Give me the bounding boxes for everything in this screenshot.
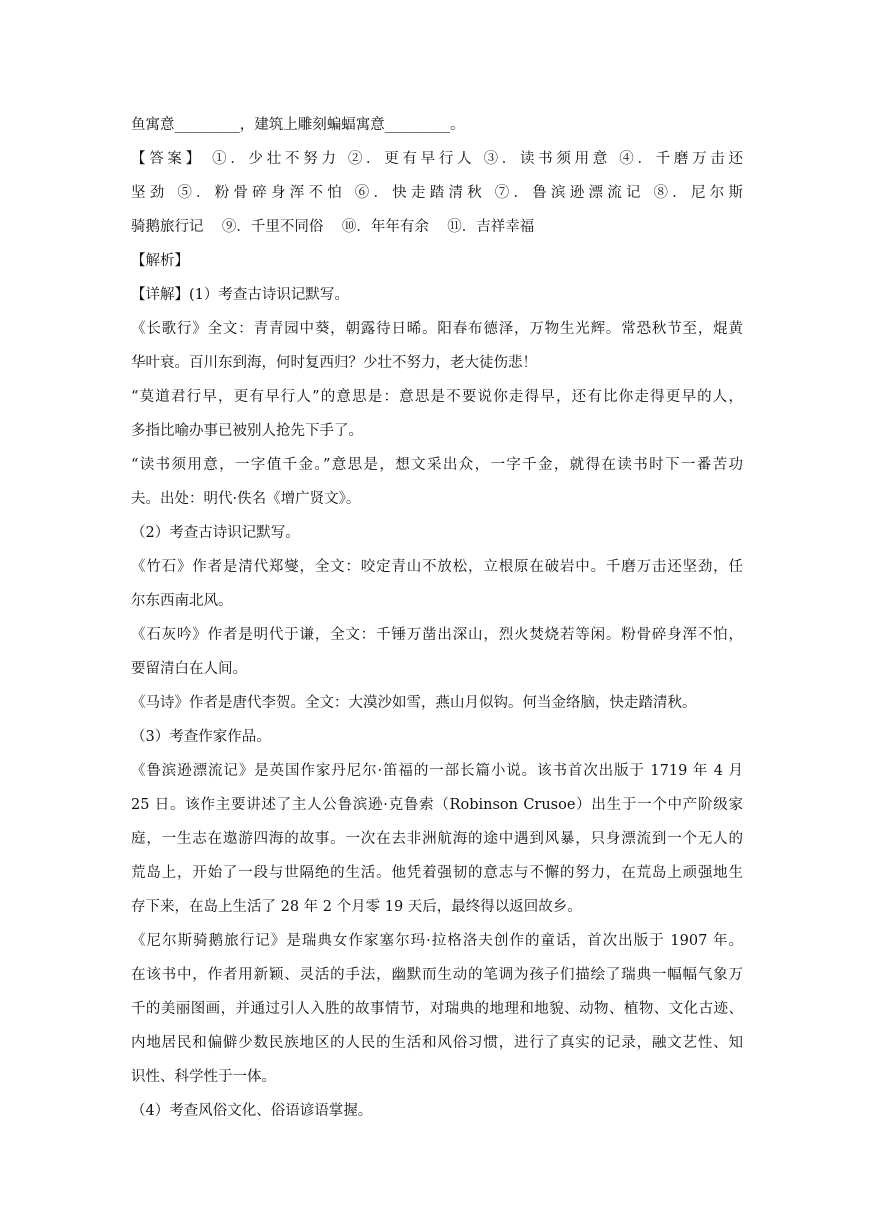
section-heading: （4）考查风俗文化、俗语谚语掌握。 [131, 1103, 373, 1119]
text-line: 尔东西南北风。 [131, 593, 233, 609]
analysis-heading: 【解析】 [131, 253, 189, 269]
text-line: 荒岛上，开始了一段与世隔绝的生活。他凭着强韧的意志与不懈的努力，在荒岛上顽强地生 [131, 865, 743, 881]
section-heading: （2）考查古诗识记默写。 [131, 525, 300, 541]
text-line: 多指比喻办事已被别人抢先下手了。 [131, 423, 363, 439]
text-line: 千的美丽图画，并通过引人入胜的故事情节，对瑞典的地理和地貌、动物、植物、文化古迹、 [131, 1001, 743, 1017]
text-line: 夫。出处：明代·佚名《增广贤文》。 [131, 491, 361, 507]
text-line: “莫道君行早，更有早行人”的意思是：意思是不要说你走得早，还有比你走得更早的人， [131, 389, 743, 405]
text-line: 华叶衰。百川东到海，何时复西归？少壮不努力，老大徒伤悲！ [131, 355, 537, 371]
text-line: 《鲁滨逊漂流记》是英国作家丹尼尔·笛福的一部长篇小说。该书首次出版于 1719 年 4 月 [131, 763, 743, 779]
text-line: 识性、科学性于一体。 [131, 1069, 276, 1085]
answer-line: 骑鹅旅行记 ⑨．千里不同俗 ⑩．年年有余 ⑪．吉祥幸福 [131, 219, 535, 235]
text-line: “读书须用意，一字值千金。”意思是，想文采出众，一字千金，就得在读书时下一番苦功 [131, 457, 743, 473]
text-line: 《尼尔斯骑鹅旅行记》是瑞典女作家塞尔玛·拉格洛夫创作的童话，首次出版于 1907 年。 [131, 933, 743, 949]
text-line: 《马诗》作者是唐代李贺。全文：大漠沙如雪，燕山月似钩。何当金络脑，快走踏清秋。 [131, 695, 697, 711]
answer-line: 坚劲 ⑤．粉骨碎身浑不怕 ⑥．快走踏清秋 ⑦．鲁滨逊漂流记 ⑧．尼尔斯 [131, 185, 743, 201]
section-heading: （3）考查作家作品。 [131, 729, 271, 745]
text-line: 要留清白在人间。 [131, 661, 247, 677]
text-line: 《竹石》作者是清代郑燮，全文：咬定青山不放松，立根原在破岩中。千磨万击还坚劲，任 [131, 559, 743, 575]
text-line: 鱼寓意_________，建筑上雕刻蝙蝠寓意_________。 [131, 117, 465, 133]
detail-heading: 【详解】(1）考查古诗识记默写。 [131, 287, 349, 303]
text-line: 25 日。该作主要讲述了主人公鲁滨逊·克鲁索（Robinson Crusoe）出生于一个中产阶级家 [131, 797, 743, 813]
text-line: 内地居民和偏僻少数民族地区的人民的生活和风俗习惯，进行了真实的记录，融文艺性、知 [131, 1035, 743, 1051]
text-line: 《长歌行》全文：青青园中葵，朝露待日晞。阳春布德泽，万物生光辉。常恐秋节至，焜黄 [131, 321, 743, 337]
answer-line: 【答案】 ①．少壮不努力 ②．更有早行人 ③．读书须用意 ④．千磨万击还 [131, 151, 743, 167]
text-line: 存下来，在岛上生活了 28 年 2 个月零 19 天后，最终得以返回故乡。 [131, 899, 582, 915]
text-line: 在该书中，作者用新颖、灵活的手法，幽默而生动的笔调为孩子们描绘了瑞典一幅幅气象万 [131, 967, 743, 983]
text-line: 庭，一生志在遨游四海的故事。一次在去非洲航海的途中遇到风暴，只身漂流到一个无人的 [131, 831, 743, 847]
document-page [131, 108, 743, 1128]
text-line: 《石灰吟》作者是明代于谦，全文：千锤万凿出深山，烈火焚烧若等闲。粉骨碎身浑不怕， [131, 627, 743, 643]
